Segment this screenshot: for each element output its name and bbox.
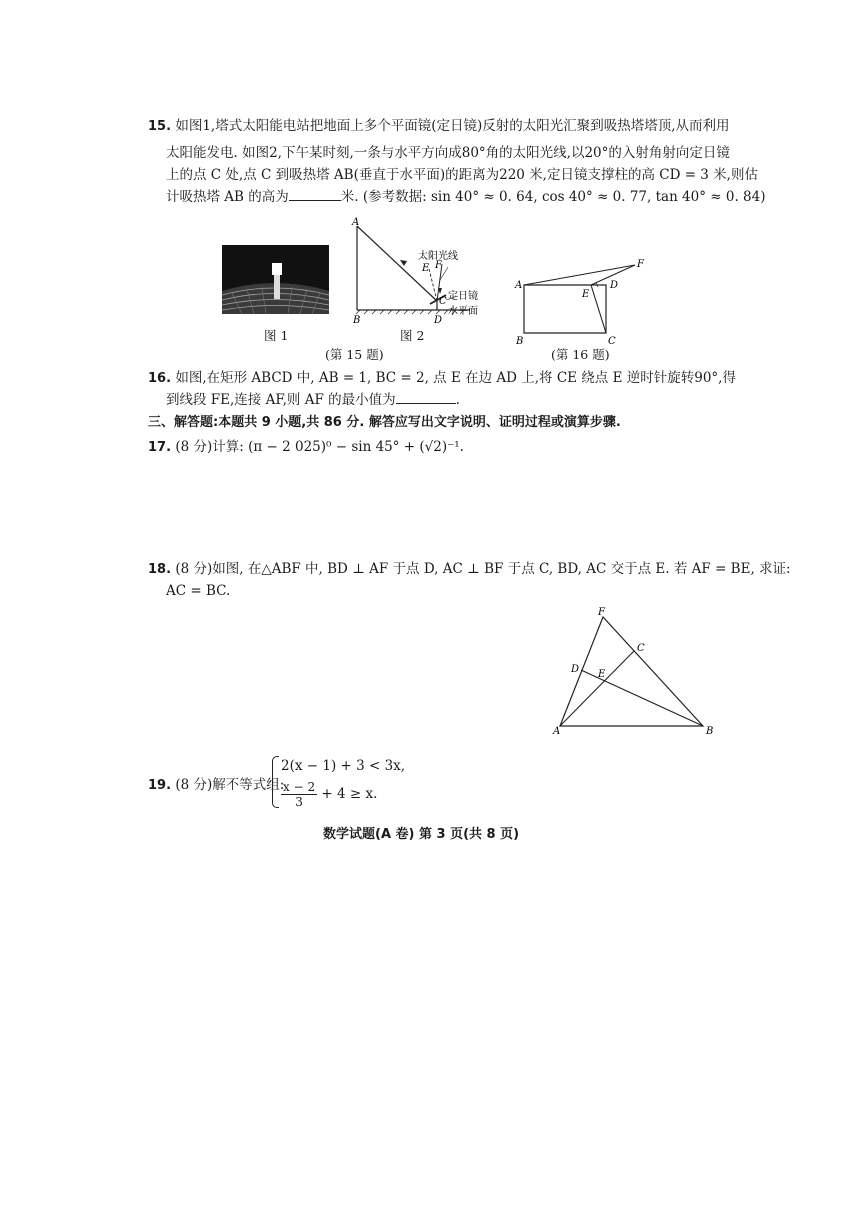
fig2-label-F: F (435, 260, 442, 271)
answer-blank (289, 188, 341, 201)
q16-line2: 到线段 FE,连接 AF,则 AF 的最小值为 . (166, 392, 460, 408)
fig2-label-E: E (422, 263, 430, 274)
q18-label-A: A (553, 726, 561, 737)
fig2-label-A: A (352, 217, 360, 228)
q18-line2: AC = BC. (166, 583, 231, 599)
q18-number: 18. (148, 562, 172, 577)
q19-inequality-1: 2(x − 1) + 3 < 3x, (281, 758, 406, 774)
fig2-label-D: D (434, 315, 443, 326)
fig2-label-B: B (353, 315, 361, 326)
q17-line: 17. (8 分)计算: (π − 2 025)⁰ − sin 45° + (√2)⁻¹. (148, 439, 464, 455)
q15-number: 15. (148, 119, 172, 134)
q18-label-E: E (598, 669, 606, 680)
q16-label-B: B (516, 336, 524, 346)
q15-line4: 计吸热塔 AB 的高为 米. (参考数据: sin 40° ≈ 0. 64, cos 40° ≈ 0. 77, tan 40° ≈ 0. 84) (166, 189, 766, 205)
q18-label-C: C (637, 643, 645, 654)
q15-line3: 上的点 C 处,点 C 到吸热塔 AB(垂直于水平面)的距离为220 米,定日镜支撑柱的高 CD = 3 米,则估 (166, 167, 758, 183)
fig1-caption: 图 1 (264, 328, 289, 343)
fig2-caption: 图 2 (400, 328, 425, 343)
answer-blank (396, 391, 456, 404)
fig2-mirror-label: 定日镜 (448, 291, 478, 302)
system-brace (272, 756, 279, 808)
q16-label-A: A (515, 280, 523, 291)
section-3-heading: 三、解答题:本题共 9 小题,共 86 分. 解答应写出文字说明、证明过程或演算步骤. (148, 415, 621, 430)
q19-number: 19. (148, 778, 172, 793)
q19-line: 19. (8 分)解不等式组: (148, 777, 285, 793)
q15-line1: 15. 如图1,塔式太阳能电站把地面上多个平面镜(定日镜)反射的太阳光汇聚到吸热塔塔顶,从而利用 (148, 118, 730, 134)
q18-figure (548, 600, 718, 740)
fig2-sunlight-label: 太阳光线 (418, 251, 458, 262)
solar-tower-photo (222, 245, 329, 314)
q19-inequality-2: $\frac{x - 2}{3}$ + 4 ≥ x. (283, 780, 378, 809)
q16-label-E: E (582, 289, 590, 300)
page-footer: 数学试题(A 卷) 第 3 页(共 8 页) (323, 827, 520, 842)
q16-label-C: C (608, 336, 616, 346)
q15-line2: 太阳能发电. 如图2,下午某时刻,一条与水平方向成80°角的太阳光线,以20°的入射角射向定日镜 (166, 145, 730, 161)
fig2-horizontal-label: 水平面 (448, 306, 478, 317)
q19-fraction: $\frac{x - 2}{3}$ (283, 780, 316, 809)
q18-line1: 18. (8 分)如图, 在△ABF 中, BD ⊥ AF 于点 D, AC ⊥ BF 于点 C, BD, AC 交于点 E. 若 AF = BE, 求证: (148, 561, 791, 577)
q18-label-F: F (598, 607, 605, 618)
q16-figure (510, 254, 660, 346)
fig2-label-C: C (439, 296, 447, 307)
q16-label-D: D (610, 280, 619, 291)
q16-label-F: F (637, 259, 644, 270)
q18-label-D: D (571, 664, 580, 675)
q18-label-B: B (706, 726, 714, 737)
q17-number: 17. (148, 440, 172, 455)
q15-figure2 (340, 216, 490, 326)
q16-line1: 16. 如图,在矩形 ABCD 中, AB = 1, BC = 2, 点 E 在边 AD 上,将 CE 绕点 E 逆时针旋转90°,得 (148, 370, 736, 386)
q16-figure-caption: (第 16 题) (551, 347, 610, 362)
q16-number: 16. (148, 371, 172, 386)
q15-figure-caption: (第 15 题) (325, 347, 384, 362)
